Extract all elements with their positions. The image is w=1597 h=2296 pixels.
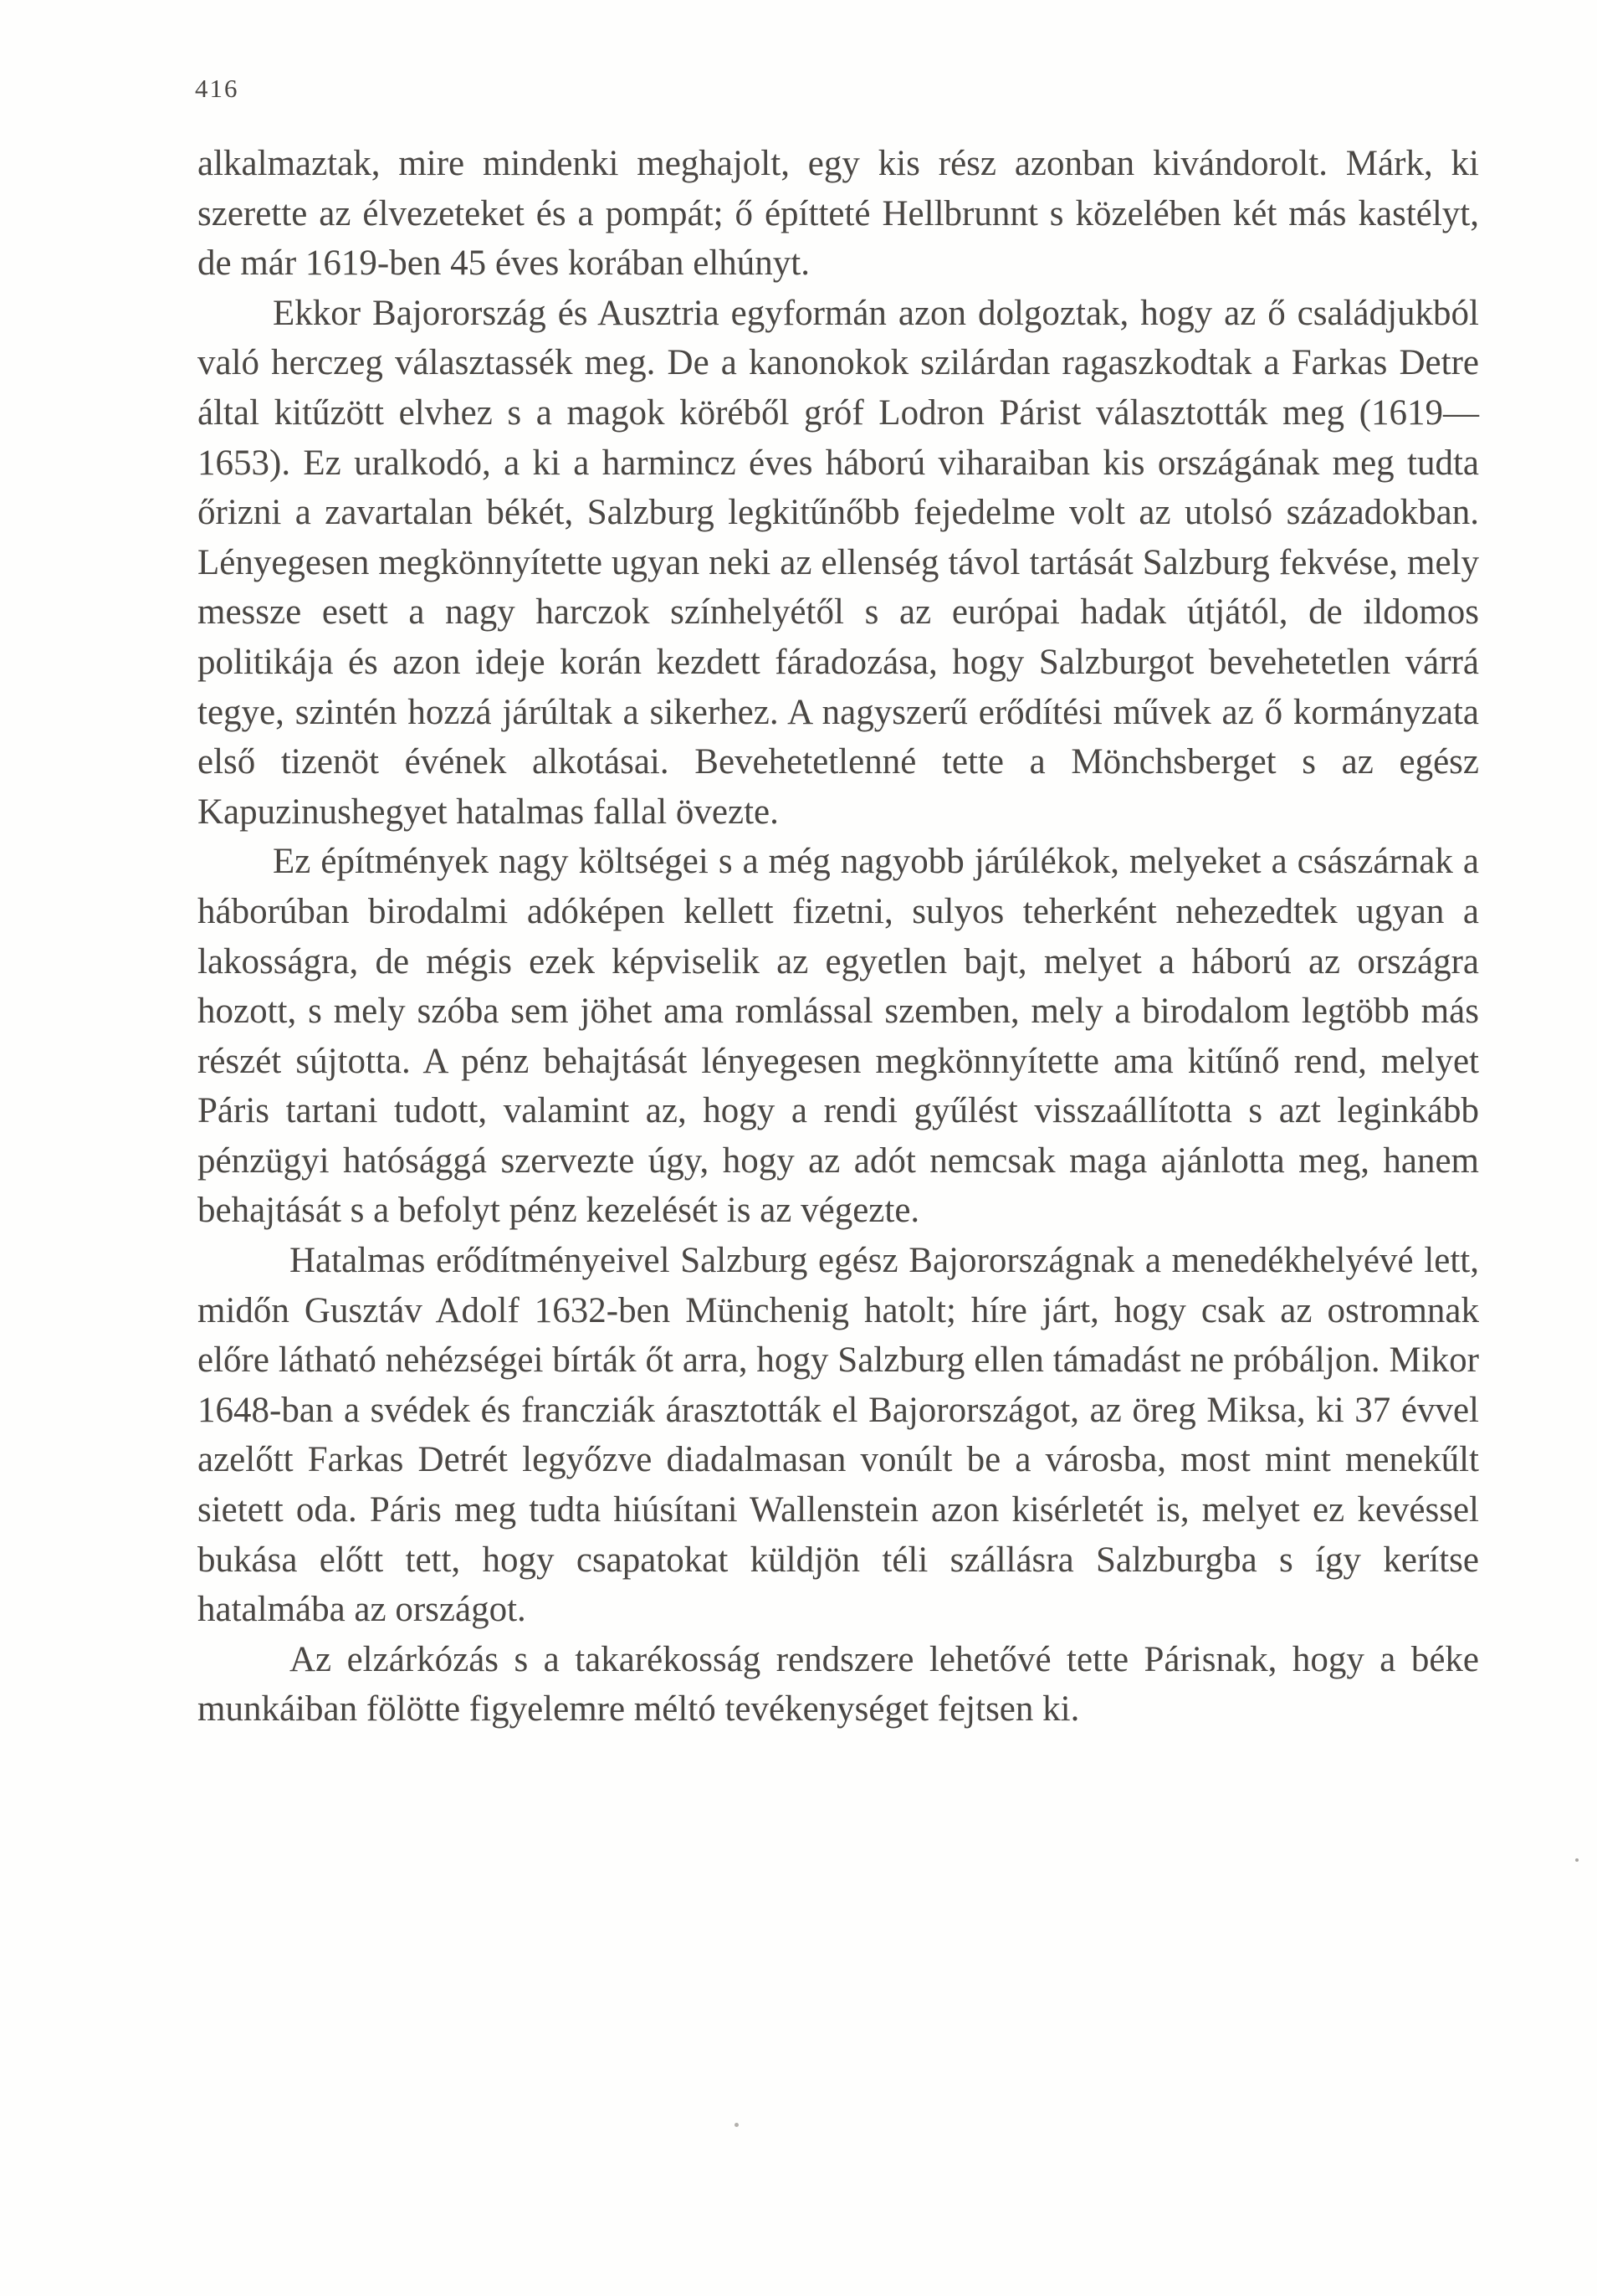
bottom-speck xyxy=(735,2123,739,2127)
margin-speck xyxy=(1575,1858,1579,1862)
paragraph-2: Ekkor Bajorország és Ausztria egyformán azon dolgoztak, hogy az ő családjukból való herczeg választassék meg. De a kanonokok szilárdan ragaszkodtak a Farkas Detre által kitűzött elvhez s a magok köréből gróf Lodron Párist választották meg (1619—1653). Ez uralkodó, a ki a harmincz éves háború viharaiban kis országának meg tudta őrizni a zavartalan békét, Salzburg legkitűnőbb fejedelme volt az utolsó századokban. Lényegesen megkönnyítette ugyan neki az ellenség távol tartását Salzburg fekvése, mely messze esett a nagy harczok színhelyétől s az európai hadak útjától, de ildomos politikája és azon ideje korán kezdett fáradozása, hogy Salzburgot bevehetetlen várrá tegye, szintén hozzá járúltak a sikerhez. A nagyszerű erődítési művek az ő kormányzata első tizenöt évének alkotásai. Bevehetetlenné tette a Mönchsberget s az egész Kapuzinushegyet hatalmas fallal övezte. xyxy=(197,293,1479,832)
paragraph-1: alkalmaztak, mire mindenki meghajolt, egy kis rész azonban kivándorolt. Márk, ki szerette az élvezeteket és a pompát; ő építteté Hellbrunnt s közelében két más kastélyt, de már 1619-ben 45 éves korában elhúnyt. xyxy=(197,144,1479,284)
page-number: 416 xyxy=(195,74,239,103)
paragraph-4: Hatalmas erődítményeivel Salzburg egész Bajorországnak a menedékhelyévé lett, midőn Gusztáv Adolf 1632-ben Münchenig hatolt; híre járt, hogy csak az ostromnak előre látható nehézségei bírták őt arra, hogy Salzburg ellen támadást ne próbáljon. Mikor 1648-ban a svédek és francziák árasztották el Bajorországot, az öreg Miksa, ki 37 évvel azelőtt Farkas Detrét legyőzve diadalmasan vonúlt be a városba, most mint menekűlt sietett oda. Páris meg tudta hiúsítani Wallenstein azon kisérletét is, melyet ez kevéssel bukása előtt tett, hogy csapatokat küldjön téli szállásra Salzburgba s így kerítse hatalmába az országot. xyxy=(197,1241,1479,1630)
body-text xyxy=(197,139,1479,1735)
paragraph-5: Az elzárkózás s a takarékosság rendszere lehetővé tette Párisnak, hogy a béke munkáiban fölötte figyelemre méltó tevékenységet fejtsen ki. xyxy=(197,1639,1479,1730)
paragraph-3: Ez építmények nagy költségei s a még nagyobb járúlékok, melyeket a császárnak a háborúban birodalmi adóképen kellett fizetni, sulyos teherként nehezedtek ugyan a lakosságra, de mégis ezek képviselik az egyetlen bajt, melyet a háború az országra hozott, s mely szóba sem jöhet ama romlással szemben, mely a birodalom legtöbb más részét sújtotta. A pénz behajtását lényegesen megkönnyítette ama kitűnő rend, melyet Páris tartani tudott, valamint az, hogy a rendi gyűlést visszaállította s azt leginkább pénzügyi hatósággá szervezte úgy, hogy az adót nemcsak maga ajánlotta meg, hanem behajtását s a befolyt pénz kezelését is az végezte. xyxy=(197,842,1479,1231)
